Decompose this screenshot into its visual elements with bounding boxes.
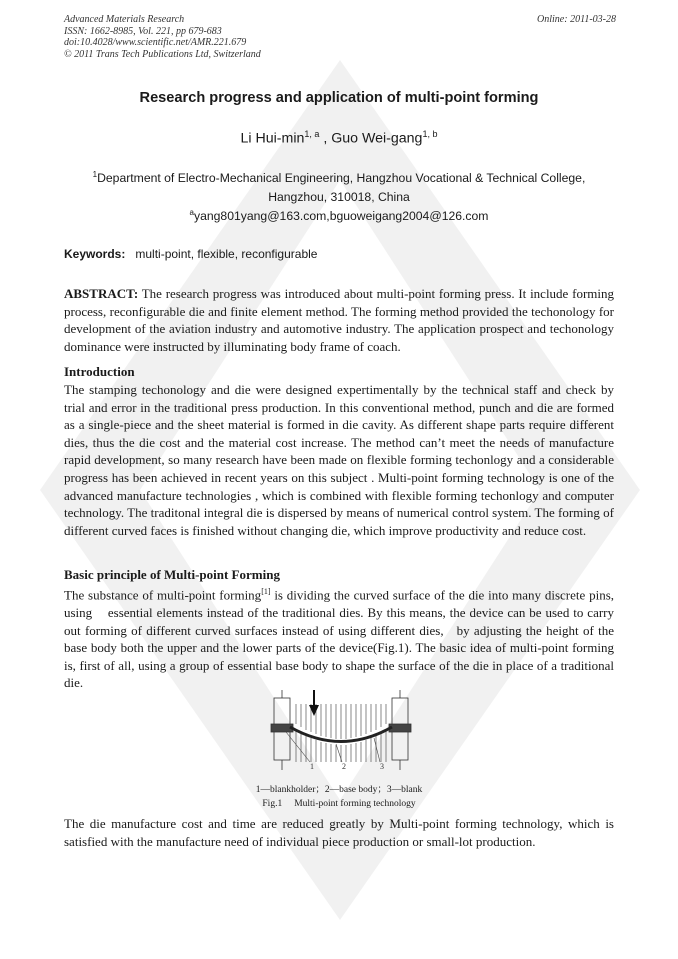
email-marker: a bbox=[189, 208, 194, 217]
figure-legend bbox=[0, 781, 678, 795]
basic-text-start: The substance of multi-point forming bbox=[64, 587, 262, 603]
doi-line[interactable]: doi:10.4028/www.scientific.net/AMR.221.679 bbox=[64, 37, 247, 48]
citation-ref[interactable]: [1] bbox=[261, 587, 271, 596]
legend-blankholder: 1—blankholder； bbox=[255, 785, 325, 795]
abstract bbox=[64, 285, 614, 355]
keywords bbox=[64, 247, 317, 261]
introduction-paragraph: The stamping techonology and die were designed expertimentally by the technical staff and check by trial and error in the traditional press production. In this conventional method, punch and die are formed as a single-piece and the sheet material is formed in die cavity. As different shape parts require different dies, thus the die cost and the material cost increase. The method can’t meet the needs of manufacture rapid development, so many research have been made on flexible forming techonlogy and a considerable progress has been achieved in recent years on this subject . Multi-point forming technology is one of the advanced manufacture technologies , which is combined with flexible forming techonlogy and computer technology. The traditonal integral die is dispersed by means of numerical control system. The forming of different curved faces is finished without changing die, which improve productivity and reduce cost. bbox=[64, 382, 614, 538]
abstract-label: ABSTRACT: bbox=[64, 286, 139, 301]
author-separator: , bbox=[319, 130, 332, 147]
author-affiliation-marker: 1, a bbox=[304, 129, 320, 139]
author-affiliation-marker: 1, b bbox=[422, 129, 438, 139]
upper-base-body-pins bbox=[296, 704, 386, 739]
fig1-multipoint-diagram bbox=[266, 690, 416, 772]
paper-title: Research progress and application of multi-point forming bbox=[139, 90, 539, 106]
right-blankholder bbox=[389, 690, 411, 770]
copyright-line: © 2011 Trans Tech Publications Ltd, Switzerland bbox=[64, 48, 261, 60]
figure-caption bbox=[0, 799, 678, 809]
email-line bbox=[0, 208, 678, 223]
press-arrow-icon bbox=[309, 690, 319, 716]
fig-label-1: 1 bbox=[310, 762, 314, 771]
affiliation bbox=[80, 165, 598, 207]
affiliation-line-1: Department of Electro-Mechanical Engineering, Hangzhou Vocational & Technical College, bbox=[97, 171, 586, 186]
fig-label-3: 3 bbox=[380, 762, 384, 771]
legend-blank: 3—blank bbox=[386, 785, 423, 795]
issn-line: ISSN: 1662-8985, Vol. 221, pp 679-683 bbox=[64, 25, 222, 37]
author-list bbox=[0, 129, 678, 147]
fig-label-2: 2 bbox=[342, 762, 346, 771]
left-blankholder bbox=[271, 690, 293, 770]
affiliation-line-2: Hangzhou, 310018, China bbox=[268, 190, 410, 205]
author-name: Li Hui-min bbox=[240, 130, 305, 147]
email-addresses[interactable]: yang801yang@163.com,bguoweigang2004@126.com bbox=[194, 209, 489, 224]
caption-text: Multi-point forming technology bbox=[294, 799, 416, 809]
section-heading-introduction: Introduction bbox=[64, 364, 135, 379]
abstract-text: The research progress was introduced about multi-point forming press. It include forming process, reconfigurable die and finite element method. The forming method provided the techonology for development of the aviation industry and automotive industry. The application prospect and techonology dominance were instructed by illuminating body frame of coach. bbox=[64, 286, 614, 354]
keywords-label: Keywords: bbox=[64, 247, 126, 261]
caption-number: Fig.1 bbox=[262, 799, 283, 809]
keywords-value: multi-point, flexible, reconfigurable bbox=[135, 247, 318, 261]
section-heading-basic-principle: Basic principle of Multi-point Forming bbox=[64, 567, 280, 582]
affiliation-marker: 1 bbox=[92, 170, 98, 179]
author-name: Guo Wei-gang bbox=[331, 130, 423, 147]
legend-base-body: 2—base body； bbox=[324, 785, 387, 795]
basic-principle-paragraph bbox=[64, 583, 618, 692]
online-date: Online: 2011-03-28 bbox=[537, 14, 616, 25]
journal-header bbox=[64, 14, 616, 60]
journal-name: Advanced Materials Research bbox=[64, 14, 185, 25]
basic-text-rest: is dividing the curved surface of the die into many discrete pins, using essential elements instead of the traditional dies. By this means, the device can be used to carry out forming of different curved surfaces instead of using different dies, by adjusting the height of the base body both the upper and the lower parts of the device(Fig.1). The basic idea of multi-point forming is, first of all, using a group of essential base body to shape the surface of the die in place of a traditional die. bbox=[64, 587, 618, 691]
closing-paragraph: The die manufacture cost and time are reduced greatly by Multi-point forming technology, which is satisfied with the manufacture need of individual piece production or small-lot production. bbox=[64, 816, 614, 849]
